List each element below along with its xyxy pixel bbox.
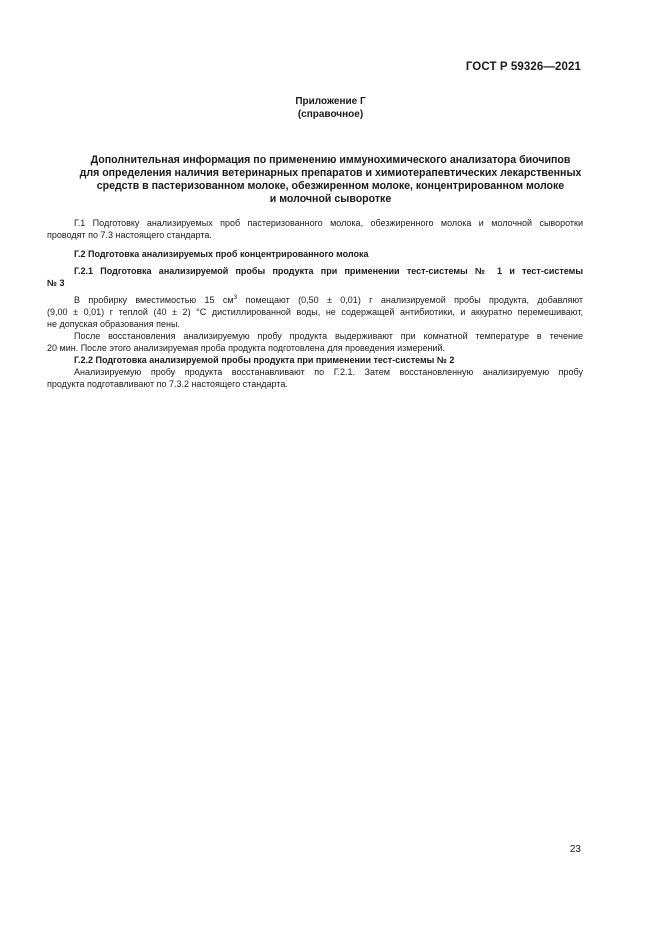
page-number: 23 — [569, 844, 581, 855]
annex-subtitle: (справочное) — [297, 109, 364, 120]
title-line: средств в пастеризованном молоке, обезжиренном молоке, концентрированном молоке — [96, 180, 565, 192]
paragraph-g22 — [47, 366, 583, 378]
annex-heading — [0, 95, 661, 121]
paragraph-line: Г.1 Подготовку анализируемых проб пастеризованного молока, обезжиренного молока и молочной сыворотки — [74, 218, 583, 228]
title-line: и молочной сыворотке — [269, 193, 392, 205]
title-line: для определения наличия ветеринарных препаратов и химиотерапевтических лекарственных — [79, 167, 582, 179]
paragraph-line: проводят по 7.3 настоящего стандарта. — [47, 230, 212, 240]
heading-g21: Г.2.1 Подготовка анализируемой пробы продукта при применении тест-системы № 1 и тест-системы — [74, 266, 583, 276]
paragraph-g22-cont — [47, 378, 583, 390]
title-line: Дополнительная информация по применению иммунохимического анализатора биочипов — [90, 154, 571, 166]
heading-g21-cont: № 3 — [47, 278, 65, 288]
heading-g2: Г.2 Подготовка анализируемых проб концентрированного молока — [74, 249, 369, 259]
heading-g22: Г.2.2 Подготовка анализируемой пробы продукта при применении тест-системы № 2 — [74, 355, 455, 365]
document-body — [47, 217, 583, 390]
paragraph-g1-cont — [47, 229, 583, 241]
paragraph-g21-2 — [47, 330, 583, 342]
paragraph-line: (9,00 ± 0,01) г теплой (40 ± 2) °С дистиллированной воды, не содержащей антибиотики, и аккуратно перемешивают, — [47, 307, 583, 317]
paragraph-line: продукта подготавливают по 7.3.2 настоящего стандарта. — [47, 379, 288, 389]
paragraph-line: не допуская образования пены. — [47, 319, 180, 329]
paragraph-g21-2-cont — [47, 342, 583, 354]
annex-title: Приложение Г — [295, 96, 366, 107]
paragraph-line: 20 мин. После этого анализируемая проба продукта подготовлена для проведения измерений. — [47, 343, 445, 353]
paragraph-g1 — [47, 217, 583, 229]
paragraph-g21-1: В пробирку вместимостью 15 $см^3$ помещают (0,50 ± 0,01) г анализируемой пробы продукта, добавляют — [74, 294, 583, 305]
paragraph-g21-1-cont — [47, 306, 583, 330]
paragraph-line: После восстановления анализируемую пробу продукта выдерживают при комнатной температуре в течение — [74, 331, 583, 341]
annex-main-title — [40, 154, 621, 206]
document-code: ГОСТ Р 59326—2021 — [465, 61, 581, 73]
paragraph-line: Анализируемую пробу продукта восстанавливают по Г.2.1. Затем восстановленную анализируемую пробу — [74, 367, 583, 377]
